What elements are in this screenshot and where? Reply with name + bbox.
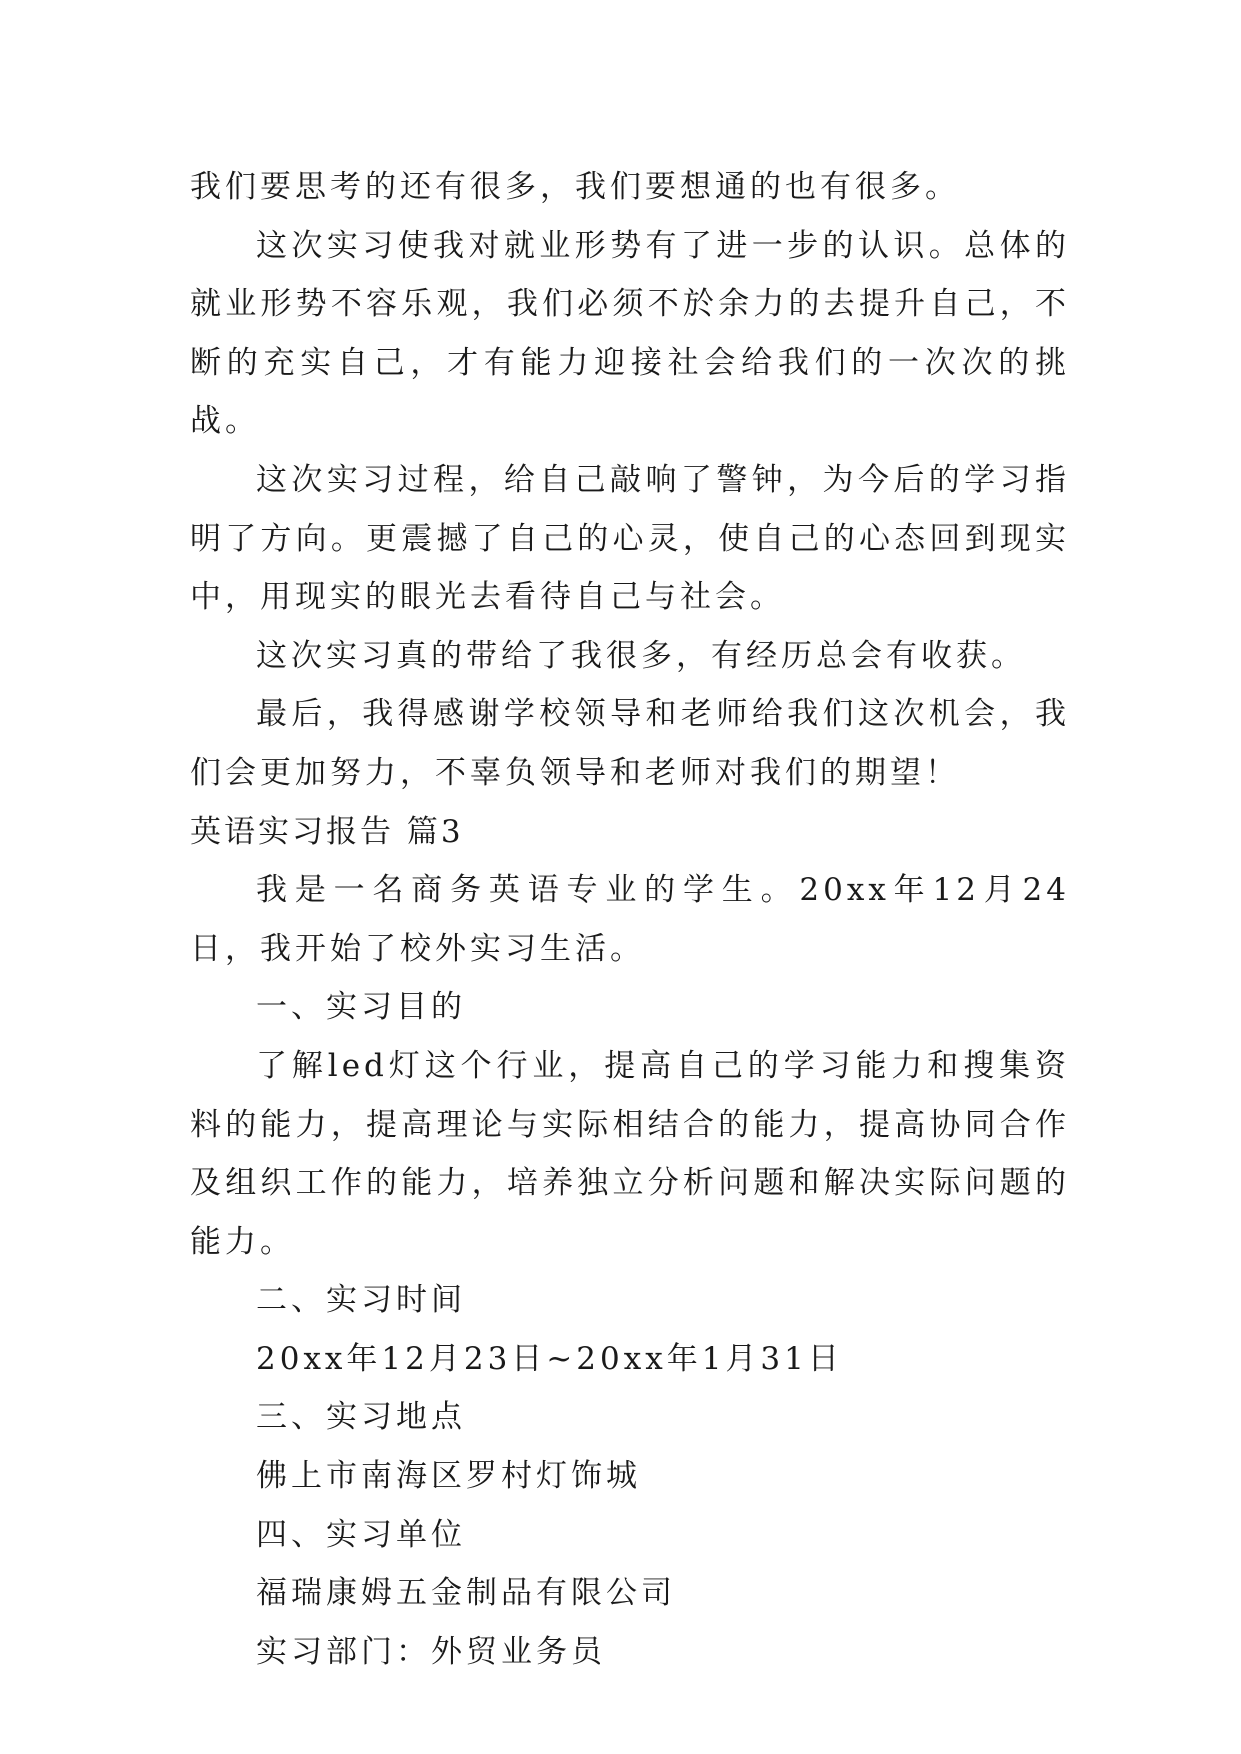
- paragraph-intro: 我是一名商务英语专业的学生。20xx年12月24日，我开始了校外实习生活。: [190, 872, 1070, 967]
- paragraph-thanks: 最后，我得感谢学校领导和老师给我们这次机会，我们会更加努力，不辜负领导和老师对我们的期望！: [190, 696, 1070, 791]
- paragraph-warning: 这次实习过程，给自己敲响了警钟，为今后的学习指明了方向。更震撼了自己的心灵，使自己的心态回到现实中，用现实的眼光去看待自己与社会。: [190, 461, 1070, 616]
- paragraph-think: 我们要思考的还有很多，我们要想通的也有很多。: [190, 169, 960, 205]
- paragraph-purpose: 了解led灯这个行业，提高自己的学习能力和搜集资料的能力，提高理论与实际相结合的能力，提高协同合作及组织工作的能力，培养独立分析问题和解决实际问题的能力。: [190, 1047, 1070, 1260]
- heading-location: 三、实习地点: [256, 1399, 466, 1436]
- heading-purpose: 一、实习目的: [256, 989, 466, 1026]
- paragraph-gain: 这次实习真的带给了我很多，有经历总会有收获。: [256, 637, 1026, 674]
- internship-time: 20xx年12月23日~20xx年1月31日: [256, 1340, 843, 1377]
- paragraph-employment: 这次实习使我对就业形势有了进一步的认识。总体的就业形势不容乐观，我们必须不於余力的去提升自己，不断的充实自己，才有能力迎接社会给我们的一次次的挑战。: [190, 227, 1070, 440]
- internship-location: 佛上市南海区罗村灯饰城: [256, 1458, 641, 1495]
- document-page: [190, 158, 1070, 1681]
- heading-time: 二、实习时间: [256, 1282, 466, 1319]
- internship-department: 实习部门：外贸业务员: [256, 1633, 606, 1670]
- heading-company: 四、实习单位: [256, 1516, 466, 1553]
- internship-company: 福瑞康姆五金制品有限公司: [256, 1575, 676, 1612]
- section-title: 英语实习报告 篇3: [190, 813, 464, 850]
